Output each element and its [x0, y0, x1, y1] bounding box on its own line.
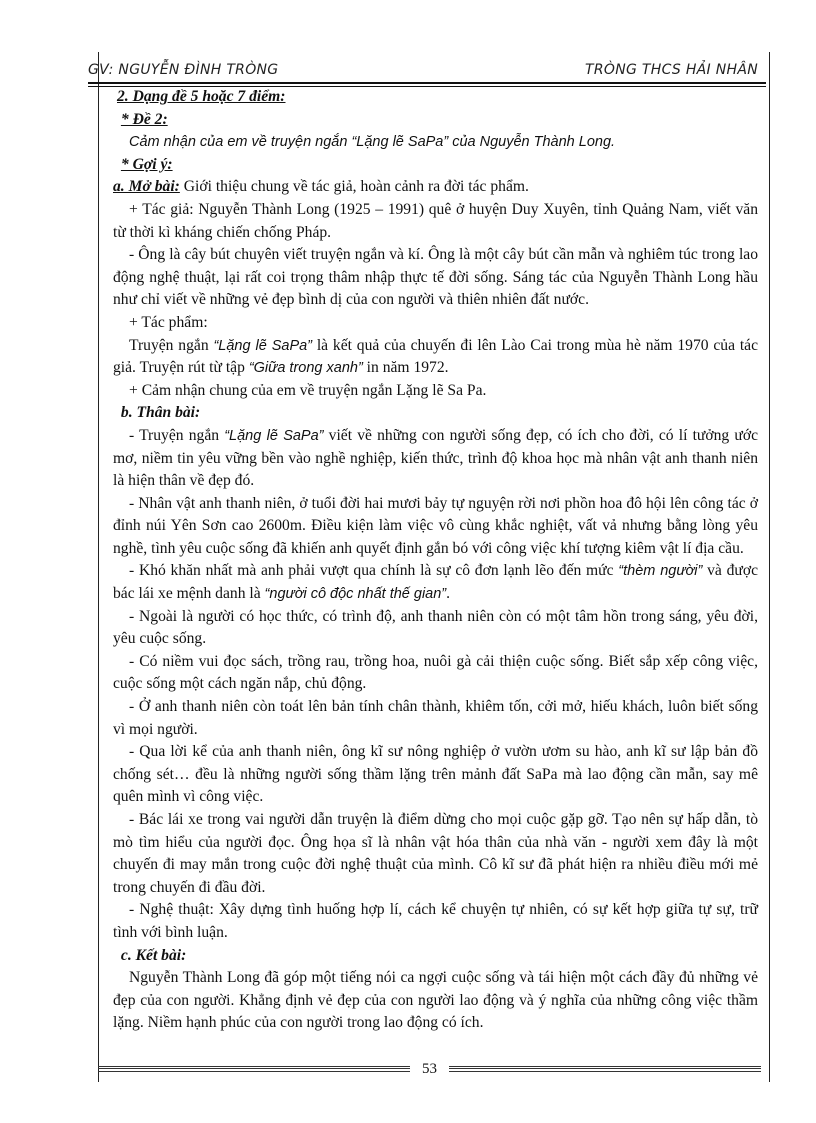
than-bai-paragraph: - Qua lời kể của anh thanh niên, ông kĩ sư nông nghiệp ở vườn ươm su hào, anh kĩ sư lập bản đồ chống sét… đều là những người sống thầm lặng trên mảnh đất SaPa mà lao động cần mẫn, say mê quên mình vì công việc.	[113, 743, 758, 806]
header-teacher: GV: NGUYỄN ĐÌNH TRÒNG	[88, 62, 279, 78]
than-bai-paragraph: - Ngoài là người có học thức, có trình độ, anh thanh niên còn có một tâm hồn trong sáng, yêu đời, yêu cuộc sống.	[113, 607, 758, 648]
header-school: TRÒNG THCS HẢI NHÂN	[585, 62, 758, 78]
than-bai-paragraph: - Nhân vật anh thanh niên, ở tuổi đời hai mươi bảy tự nguyện rời nơi phồn hoa đô hội lên công tác ở đỉnh núi Yên Sơn cao 2600m. Điều kiện làm việc vô cùng khắc nghiệt, vất vả nhưng bằng lòng yêu nghề, tình yêu cuộc sống đã khiến anh quyết định gắn bó với công việc khí tượng kiêm vật lí địa cầu.	[113, 494, 758, 557]
document-body	[113, 86, 758, 1035]
mo-bai-paragraph: Truyện ngắn “Lặng lẽ SaPa” là kết quả của chuyến đi lên Lào Cai trong mùa hè năm 1970 của tác giả. Truyện rút từ tập “Giữa trong xanh” in năm 1972.	[113, 336, 759, 377]
page-number: 53	[422, 1060, 437, 1077]
than-bai-paragraph: - Khó khăn nhất mà anh phải vượt qua chính là sự cô đơn lạnh lẽo đến mức “thèm người” và được bác lái xe mệnh danh là “người cô độc nhất thế gian”.	[113, 562, 758, 603]
mo-bai-heading: a. Mở bài: Giới thiệu chung về tác giả, hoàn cảnh ra đời tác phẩm.	[113, 178, 529, 196]
footer-rule-right	[449, 1066, 761, 1072]
than-bai-paragraph: - Nghệ thuật: Xây dựng tình huống hợp lí, cách kể chuyện tự nhiên, có sự kết hợp giữa tự sự, trữ tình với bình luận.	[113, 901, 758, 941]
mo-bai-paragraph: - Ông là cây bút chuyên viết truyện ngắn và kí. Ông là một cây bút cần mẫn và nghiêm túc trong lao động nghệ thuật, lại rất coi trọng thâm nhập thực tế đời sống. Sáng tác của Nguyễn Thành Long hầu như chỉ viết về những vẻ đẹp bình dị của con người và thiên nhiên đất nước.	[113, 246, 758, 309]
section-title: 2. Dạng đề 5 hoặc 7 điểm:	[117, 88, 286, 105]
mo-bai-paragraph: + Tác phẩm:	[129, 313, 208, 331]
footer-rule-left	[98, 1066, 410, 1072]
de-label: * Đề 2:	[120, 110, 168, 128]
ket-bai-paragraph: Nguyễn Thành Long đã góp một tiếng nói ca ngợi cuộc sống và tái hiện một cách đầy đủ những vẻ đẹp của con người. Khẳng định vẻ đẹp của con người lao động và ý nghĩa của những công việc thầm lặng. Niềm hạnh phúc của con người trong lao động có ích.	[113, 969, 758, 1032]
than-bai-paragraph: - Có niềm vui đọc sách, trồng rau, trồng hoa, nuôi gà cải thiện cuộc sống. Biết sắp xếp công việc, cuộc sống một cách ngăn nắp, chủ động.	[113, 652, 758, 693]
mo-bai-paragraph: + Tác giả: Nguyễn Thành Long (1925 – 1991) quê ở huyện Duy Xuyên, tỉnh Quảng Nam, viết văn từ thời kì kháng chiến chống Pháp.	[113, 200, 758, 241]
than-bai-paragraph: - Bác lái xe trong vai người dẫn truyện là điểm dừng cho mọi cuộc gặp gỡ. Tạo nên sự hấp dẫn, tò mò tìm hiểu của người đọc. Ông họa sĩ là nhân vật hóa thân của nhà văn - người xem đây là một chuyến đi may mắn trong cuộc đời nghệ thuật của mình. Cô kĩ sư đã phát hiện ra nhiều điều mới mẻ trong chuyến đi đầu đời.	[113, 811, 758, 896]
de-prompt: Cảm nhận của em về truyện ngắn “Lặng lẽ SaPa” của Nguyễn Thành Long.	[129, 134, 616, 151]
than-bai-heading: b. Thân bài:	[120, 404, 201, 422]
goi-y-label: * Gợi ý:	[120, 155, 173, 173]
page-footer	[98, 1058, 761, 1080]
mo-bai-paragraph: + Cảm nhận chung của em về truyện ngắn Lặng lẽ Sa Pa.	[129, 381, 487, 399]
page-header	[88, 52, 758, 78]
ket-bai-heading: c. Kết bài:	[120, 946, 187, 964]
than-bai-paragraph: - Truyện ngắn “Lặng lẽ SaPa” viết về những con người sống đẹp, có ích cho đời, có lí tưởng ước mơ, niềm tin yêu vững bền vào nghề nghiệp, kiến thức, trình độ khoa học mà nhân vật anh thanh niên là hiện thân về đẹp đó.	[113, 426, 758, 490]
than-bai-paragraph: - Ở anh thanh niên còn toát lên bản tính chân thành, khiêm tốn, cởi mở, hiếu khách, luôn biết sống vì mọi người.	[113, 698, 758, 738]
